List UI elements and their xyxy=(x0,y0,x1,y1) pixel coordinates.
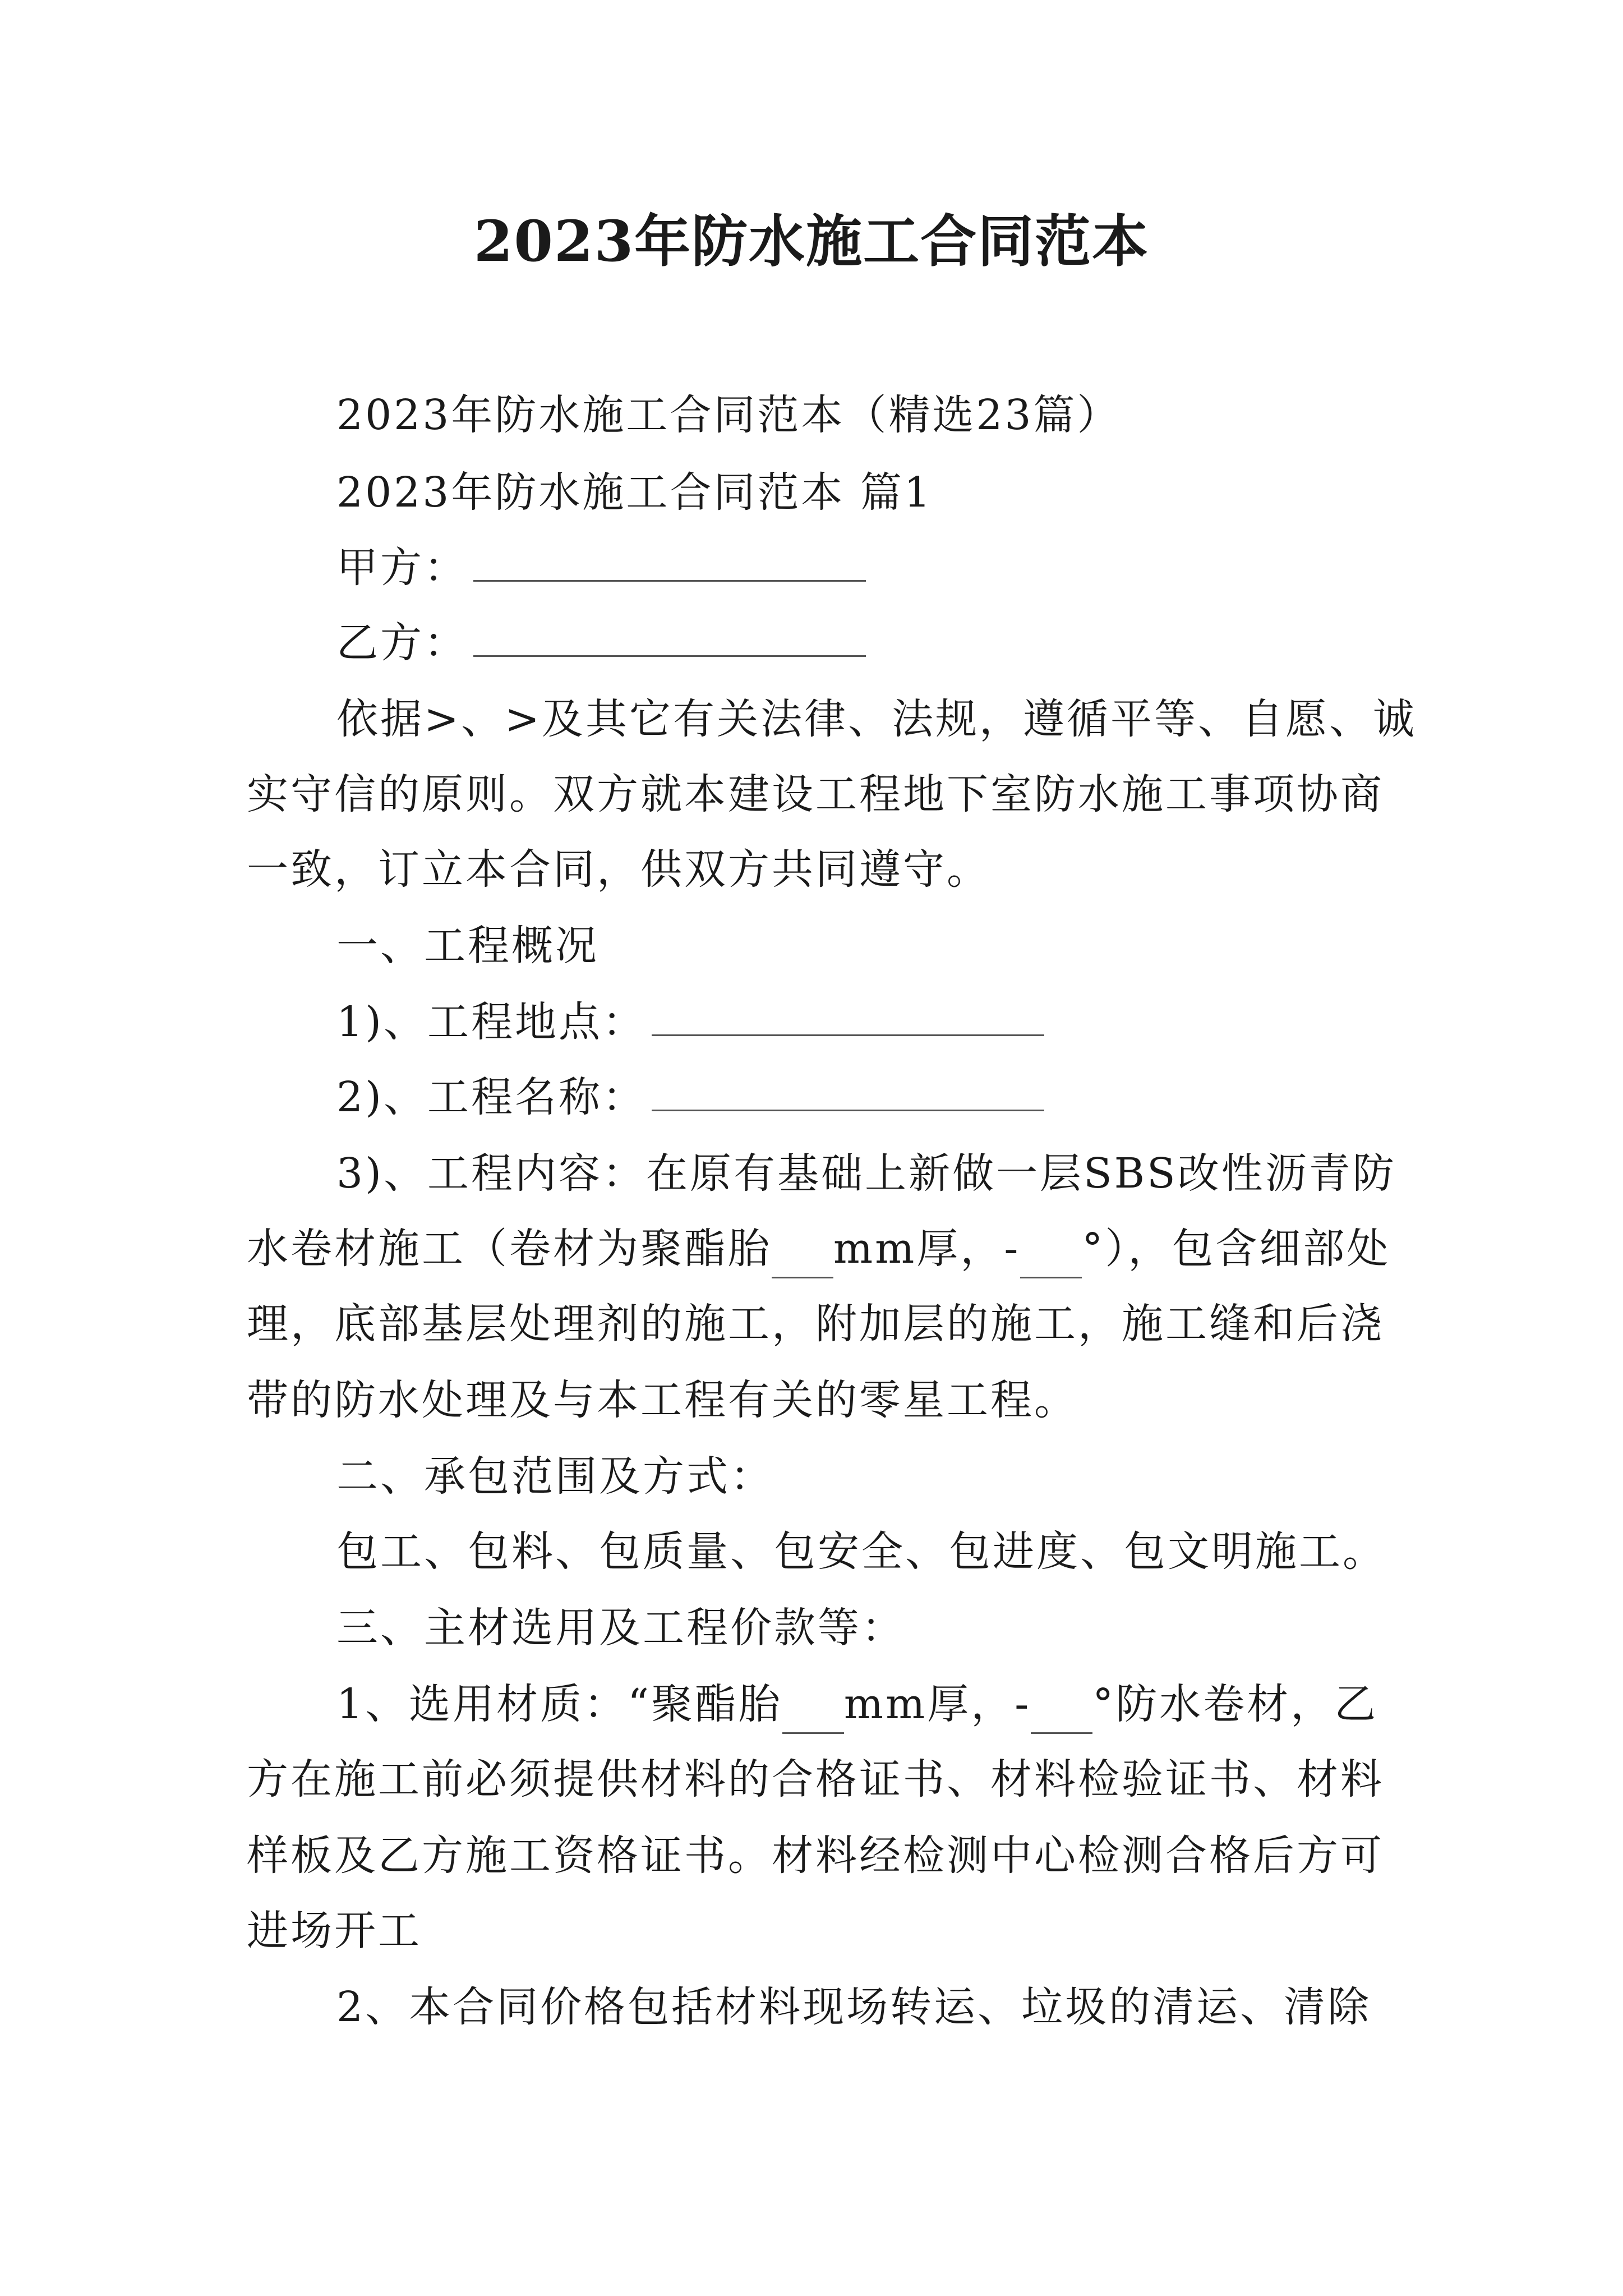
paragraph-line: 一致，订立本合同，供双方共同遵守。 xyxy=(247,845,990,894)
project-location-label: 1)、工程地点： xyxy=(336,998,646,1046)
paragraph-line xyxy=(247,1221,1390,1278)
party-a-blank xyxy=(473,576,866,582)
text-span: 水卷材施工（卷材为聚酯胎 xyxy=(247,1225,772,1273)
party-b-line xyxy=(336,615,866,671)
project-location-line xyxy=(336,994,1044,1050)
project-name-label: 2)、工程名称： xyxy=(336,1073,646,1121)
party-b-blank xyxy=(473,651,866,657)
text-span: °防水卷材，乙 xyxy=(1092,1680,1378,1728)
section-heading: 二、承包范围及方式： xyxy=(336,1452,774,1501)
paragraph-line: 包工、包料、包质量、包安全、包进度、包文明施工。 xyxy=(336,1527,1386,1576)
paragraph-line: 理，底部基层处理剂的施工，附加层的施工，施工缝和后浇 xyxy=(247,1300,1384,1348)
project-location-blank xyxy=(652,1030,1044,1036)
paragraph-line: 依据>、>及其它有关法律、法规，遵循平等、自愿、诚 xyxy=(336,695,1417,743)
text-span: mm厚，- xyxy=(833,1225,1021,1273)
section-heading: 2023年防水施工合同范本 篇1 xyxy=(336,468,933,517)
paragraph-line: 实守信的原则。双方就本建设工程地下室防水施工事项协商 xyxy=(247,770,1384,818)
text-span: mm厚，- xyxy=(843,1680,1031,1728)
section-heading: 一、工程概况 xyxy=(336,922,599,970)
thickness-blank xyxy=(772,1221,833,1278)
text-span: °），包含细部处 xyxy=(1082,1225,1391,1273)
subtitle-line: 2023年防水施工合同范本（精选23篇） xyxy=(336,391,1121,439)
temperature-blank xyxy=(1031,1676,1092,1734)
paragraph-line xyxy=(336,1676,1378,1734)
paragraph-line: 进场开工 xyxy=(247,1907,422,1955)
paragraph-line: 2、本合同价格包括材料现场转运、垃圾的清运、清除 xyxy=(336,1983,1372,2031)
temperature-blank xyxy=(1020,1221,1082,1278)
thickness-blank xyxy=(782,1676,844,1734)
paragraph-line: 方在施工前必须提供材料的合格证书、材料检验证书、材料 xyxy=(247,1755,1384,1803)
paragraph-line: 带的防水处理及与本工程有关的零星工程。 xyxy=(247,1376,1078,1424)
document-title: 2023年防水施工合同范本 xyxy=(473,208,1150,274)
project-name-line xyxy=(336,1069,1044,1125)
party-b-label: 乙方： xyxy=(336,619,468,667)
party-a-label: 甲方： xyxy=(336,544,468,592)
project-name-blank xyxy=(652,1105,1044,1111)
text-span: 1、选用材质：“聚酯胎 xyxy=(336,1680,782,1728)
paragraph-line: 3)、工程内容：在原有基础上新做一层SBS改性沥青防 xyxy=(336,1149,1396,1198)
party-a-line xyxy=(336,540,866,596)
section-heading: 三、主材选用及工程价款等： xyxy=(336,1604,905,1652)
paragraph-line: 样板及乙方施工资格证书。材料经检测中心检测合格后方可 xyxy=(247,1832,1384,1880)
